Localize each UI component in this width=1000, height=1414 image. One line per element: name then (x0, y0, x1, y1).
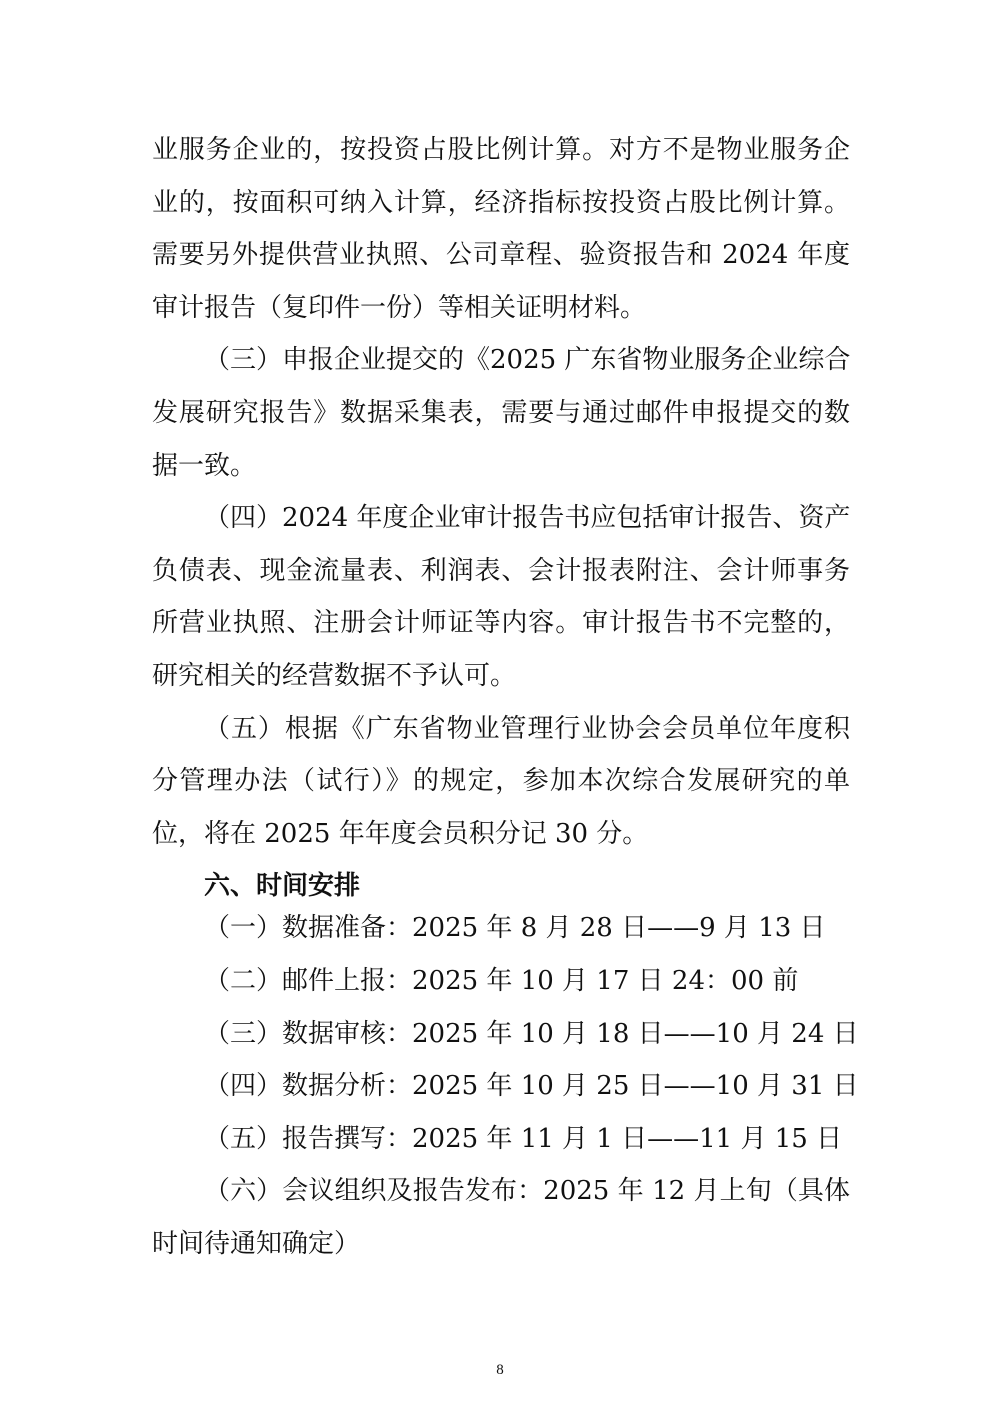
paragraph-line: 据一致。 (152, 450, 257, 481)
paragraph-line: 业服务企业的，按投资占股比例计算。对方不是物业服务企 (152, 135, 850, 165)
paragraph-line: 业的，按面积可纳入计算，经济指标按投资占股比例计算。 (152, 187, 850, 218)
section-heading: 六、时间安排 (204, 871, 361, 902)
schedule-item: （三）数据审核：2025 年 10 月 18 日——10 月 24 日 (204, 1018, 859, 1049)
paragraph-line: 审计报告（复印件一份）等相关证明材料。 (152, 292, 647, 323)
schedule-item: （四）数据分析：2025 年 10 月 25 日——10 月 31 日 (204, 1071, 859, 1102)
paragraph-line: （三）申报企业提交的《2025 广东省物业服务企业综合 (204, 345, 851, 376)
schedule-item: （二）邮件上报：2025 年 10 月 17 日 24：00 前 (204, 965, 799, 996)
page-number: 8 (496, 1362, 504, 1378)
schedule-item: （六）会议组织及报告发布：2025 年 12 月上旬（具体 (204, 1176, 850, 1207)
paragraph-line: 发展研究报告》数据采集表，需要与通过邮件申报提交的数 (152, 397, 850, 428)
paragraph-line: （四）2024 年度企业审计报告书应包括审计报告、资产 (204, 503, 851, 534)
schedule-item: （一）数据准备：2025 年 8 月 28 日——9 月 13 日 (204, 913, 826, 944)
paragraph-line: 所营业执照、注册会计师证等内容。审计报告书不完整的， (152, 608, 850, 639)
paragraph-line: （五）根据《广东省物业管理行业协会会员单位年度积 (204, 713, 850, 744)
paragraph-line: 位，将在 2025 年年度会员积分记 30 分。 (152, 818, 649, 849)
paragraph-line: 分管理办法（试行）》的规定，参加本次综合发展研究的单 (152, 766, 850, 797)
paragraph-line: 研究相关的经营数据不予认可。 (152, 660, 517, 691)
paragraph-line: 负债表、现金流量表、利润表、会计报表附注、会计师事务 (152, 555, 850, 586)
paragraph-line: 需要另外提供营业执照、公司章程、验资报告和 2024 年度 (152, 240, 850, 271)
schedule-item: 时间待通知确定） (152, 1228, 361, 1259)
schedule-item: （五）报告撰写：2025 年 11 月 1 日——11 月 15 日 (204, 1123, 843, 1154)
document-body (152, 124, 859, 1270)
